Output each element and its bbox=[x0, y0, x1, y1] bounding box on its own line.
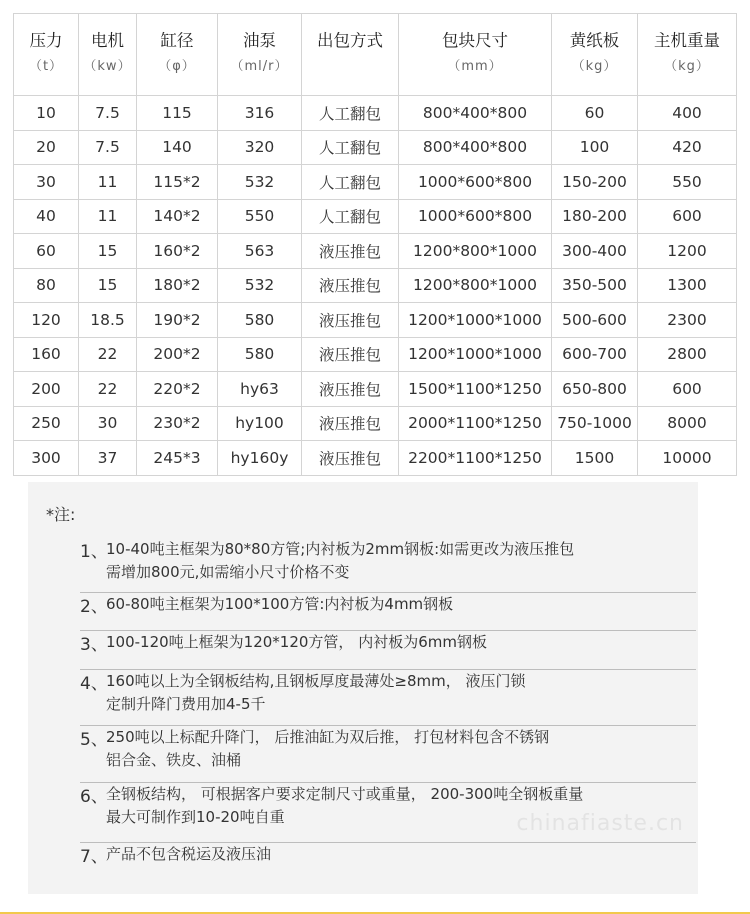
table-row bbox=[14, 165, 737, 200]
table-cell: 800*400*800 bbox=[399, 96, 552, 131]
table-cell: 400 bbox=[638, 96, 737, 131]
column-header bbox=[14, 14, 79, 96]
table-cell: 1200*800*1000 bbox=[399, 268, 552, 303]
table-cell: 2000*1100*1250 bbox=[399, 406, 552, 441]
note-number: 3、 bbox=[80, 635, 108, 655]
table-cell: 115*2 bbox=[137, 165, 218, 200]
table-cell: 1000*600*800 bbox=[399, 199, 552, 234]
table-cell: 220*2 bbox=[137, 372, 218, 407]
table-cell: 18.5 bbox=[79, 303, 137, 338]
table-cell: 140 bbox=[137, 130, 218, 165]
note-item bbox=[80, 725, 696, 783]
column-header-unit: （mm） bbox=[447, 59, 503, 74]
table-cell: 150-200 bbox=[552, 165, 638, 200]
column-header bbox=[552, 14, 638, 96]
table-cell: 140*2 bbox=[137, 199, 218, 234]
table-cell: hy160y bbox=[218, 441, 302, 476]
table-cell: 190*2 bbox=[137, 303, 218, 338]
table-cell: 60 bbox=[14, 234, 79, 269]
table-cell: 300-400 bbox=[552, 234, 638, 269]
table-cell: 37 bbox=[79, 441, 137, 476]
table-cell: 1200 bbox=[638, 234, 737, 269]
table-cell: 580 bbox=[218, 337, 302, 372]
table-cell: 11 bbox=[79, 199, 137, 234]
note-line: 100-120吨上框架为120*120方管， 内衬板为6mm钢板 bbox=[106, 633, 487, 651]
table-row bbox=[14, 406, 737, 441]
note-text bbox=[106, 538, 686, 584]
column-header-unit: （ml/r） bbox=[230, 59, 289, 74]
table-cell: 2300 bbox=[638, 303, 737, 338]
table-cell: 1000*600*800 bbox=[399, 165, 552, 200]
note-line: 全钢板结构， 可根据客户要求定制尺寸或重量， 200-300吨全钢板重量 bbox=[106, 785, 584, 803]
table-cell: 液压推包 bbox=[302, 337, 399, 372]
table-cell: 160*2 bbox=[137, 234, 218, 269]
note-line: 产品不包含税运及液压油 bbox=[106, 845, 272, 863]
table-cell: 80 bbox=[14, 268, 79, 303]
table-cell: 2800 bbox=[638, 337, 737, 372]
table-cell: 1500*1100*1250 bbox=[399, 372, 552, 407]
table-row bbox=[14, 303, 737, 338]
table-cell: 30 bbox=[79, 406, 137, 441]
table-cell: 200 bbox=[14, 372, 79, 407]
table-row bbox=[14, 234, 737, 269]
table-cell: 550 bbox=[638, 165, 737, 200]
note-line: 定制升降门费用加4-5千 bbox=[106, 695, 266, 713]
table-cell: 420 bbox=[638, 130, 737, 165]
table-cell: 115 bbox=[137, 96, 218, 131]
note-text bbox=[106, 726, 686, 772]
table-cell: 人工翻包 bbox=[302, 96, 399, 131]
table-cell: 300 bbox=[14, 441, 79, 476]
table-cell: 532 bbox=[218, 165, 302, 200]
note-item bbox=[80, 630, 696, 670]
table-row bbox=[14, 268, 737, 303]
table-cell: 180*2 bbox=[137, 268, 218, 303]
table-cell: 30 bbox=[14, 165, 79, 200]
note-line: 160吨以上为全钢板结构,且钢板厚度最薄处≥8mm， 液压门锁 bbox=[106, 672, 526, 690]
note-number: 5、 bbox=[80, 730, 108, 750]
note-number: 2、 bbox=[80, 597, 108, 617]
column-header-label: 黄纸板 bbox=[569, 31, 620, 50]
table-cell: 550 bbox=[218, 199, 302, 234]
column-header-unit: （φ） bbox=[158, 59, 196, 74]
table-cell: 600-700 bbox=[552, 337, 638, 372]
note-line: 250吨以上标配升降门， 后推油缸为双后推， 打包材料包含不锈钢 bbox=[106, 728, 550, 746]
table-cell: 10000 bbox=[638, 441, 737, 476]
watermark: chinafiaste.cn bbox=[516, 811, 684, 836]
column-header-unit: （kg） bbox=[664, 59, 710, 74]
table-cell: 250 bbox=[14, 406, 79, 441]
column-header-label: 出包方式 bbox=[317, 31, 383, 50]
table-cell: 液压推包 bbox=[302, 234, 399, 269]
table-cell: 1500 bbox=[552, 441, 638, 476]
table-cell: 350-500 bbox=[552, 268, 638, 303]
table-cell: 600 bbox=[638, 372, 737, 407]
column-header bbox=[302, 14, 399, 96]
table-row bbox=[14, 372, 737, 407]
note-number: 6、 bbox=[80, 787, 108, 807]
table-row bbox=[14, 441, 737, 476]
table-cell: 120 bbox=[14, 303, 79, 338]
table-cell: 15 bbox=[79, 268, 137, 303]
table-cell: 1200*800*1000 bbox=[399, 234, 552, 269]
table-cell: hy100 bbox=[218, 406, 302, 441]
table-cell: 液压推包 bbox=[302, 372, 399, 407]
note-line: 60-80吨主框架为100*100方管:内衬板为4mm钢板 bbox=[106, 595, 454, 613]
notes-title: *注: bbox=[46, 505, 76, 524]
table-body bbox=[14, 96, 737, 476]
note-number: 7、 bbox=[80, 847, 108, 867]
column-header bbox=[79, 14, 137, 96]
table-row bbox=[14, 96, 737, 131]
table-cell: 160 bbox=[14, 337, 79, 372]
column-header-label: 压力 bbox=[29, 31, 63, 50]
note-text bbox=[106, 631, 686, 654]
table-cell: 液压推包 bbox=[302, 268, 399, 303]
note-text bbox=[106, 843, 686, 866]
column-header-label: 缸径 bbox=[160, 31, 194, 50]
table-row bbox=[14, 130, 737, 165]
table-cell: 580 bbox=[218, 303, 302, 338]
note-number: 4、 bbox=[80, 674, 108, 694]
column-header-unit: （kg） bbox=[571, 59, 618, 74]
table-cell: 22 bbox=[79, 337, 137, 372]
table-cell: 20 bbox=[14, 130, 79, 165]
table-cell: 750-1000 bbox=[552, 406, 638, 441]
table-cell: 7.5 bbox=[79, 130, 137, 165]
table-cell: 液压推包 bbox=[302, 441, 399, 476]
table-cell: 22 bbox=[79, 372, 137, 407]
column-header bbox=[137, 14, 218, 96]
table-cell: hy63 bbox=[218, 372, 302, 407]
note-item bbox=[80, 669, 696, 726]
table-cell: 316 bbox=[218, 96, 302, 131]
table-cell: 1200*1000*1000 bbox=[399, 303, 552, 338]
table-cell: 2200*1100*1250 bbox=[399, 441, 552, 476]
note-text bbox=[106, 593, 686, 616]
table-cell: 8000 bbox=[638, 406, 737, 441]
column-header-unit: （kw） bbox=[83, 59, 132, 74]
table-cell: 200*2 bbox=[137, 337, 218, 372]
table-cell: 100 bbox=[552, 130, 638, 165]
table-cell: 人工翻包 bbox=[302, 165, 399, 200]
table-cell: 245*3 bbox=[137, 441, 218, 476]
notes-box bbox=[28, 482, 698, 894]
column-header-label: 电机 bbox=[91, 31, 124, 50]
note-line: 需增加800元,如需缩小尺寸价格不变 bbox=[106, 563, 350, 581]
table-cell: 650-800 bbox=[552, 372, 638, 407]
table-header bbox=[14, 14, 737, 96]
spec-table bbox=[13, 13, 737, 476]
table-cell: 1300 bbox=[638, 268, 737, 303]
column-header-label: 主机重量 bbox=[654, 31, 720, 50]
table-cell: 563 bbox=[218, 234, 302, 269]
column-header bbox=[218, 14, 302, 96]
table-cell: 7.5 bbox=[79, 96, 137, 131]
table-cell: 液压推包 bbox=[302, 303, 399, 338]
table-cell: 人工翻包 bbox=[302, 199, 399, 234]
table-cell: 600 bbox=[638, 199, 737, 234]
table-cell: 800*400*800 bbox=[399, 130, 552, 165]
note-item bbox=[80, 592, 696, 631]
table-cell: 60 bbox=[552, 96, 638, 131]
column-header-label: 包块尺寸 bbox=[442, 31, 508, 50]
note-line: 铝合金、铁皮、油桶 bbox=[106, 751, 242, 769]
table-cell: 40 bbox=[14, 199, 79, 234]
table-cell: 1200*1000*1000 bbox=[399, 337, 552, 372]
note-item bbox=[80, 537, 696, 593]
table-cell: 500-600 bbox=[552, 303, 638, 338]
column-header bbox=[638, 14, 737, 96]
note-number: 1、 bbox=[80, 542, 108, 562]
note-line: 10-40吨主框架为80*80方管;内衬板为2mm钢板:如需更改为液压推包 bbox=[106, 540, 575, 558]
table-cell: 液压推包 bbox=[302, 406, 399, 441]
table-cell: 11 bbox=[79, 165, 137, 200]
table-cell: 10 bbox=[14, 96, 79, 131]
table-cell: 人工翻包 bbox=[302, 130, 399, 165]
note-line: 最大可制作到10-20吨自重 bbox=[106, 808, 285, 826]
table-cell: 230*2 bbox=[137, 406, 218, 441]
column-header-label: 油泵 bbox=[243, 31, 276, 50]
column-header-unit: （t） bbox=[28, 59, 64, 74]
note-item bbox=[80, 842, 696, 884]
table-row bbox=[14, 199, 737, 234]
table-cell: 320 bbox=[218, 130, 302, 165]
note-text bbox=[106, 670, 686, 716]
table-row bbox=[14, 337, 737, 372]
table-cell: 532 bbox=[218, 268, 302, 303]
column-header bbox=[399, 14, 552, 96]
table-cell: 15 bbox=[79, 234, 137, 269]
table-cell: 180-200 bbox=[552, 199, 638, 234]
